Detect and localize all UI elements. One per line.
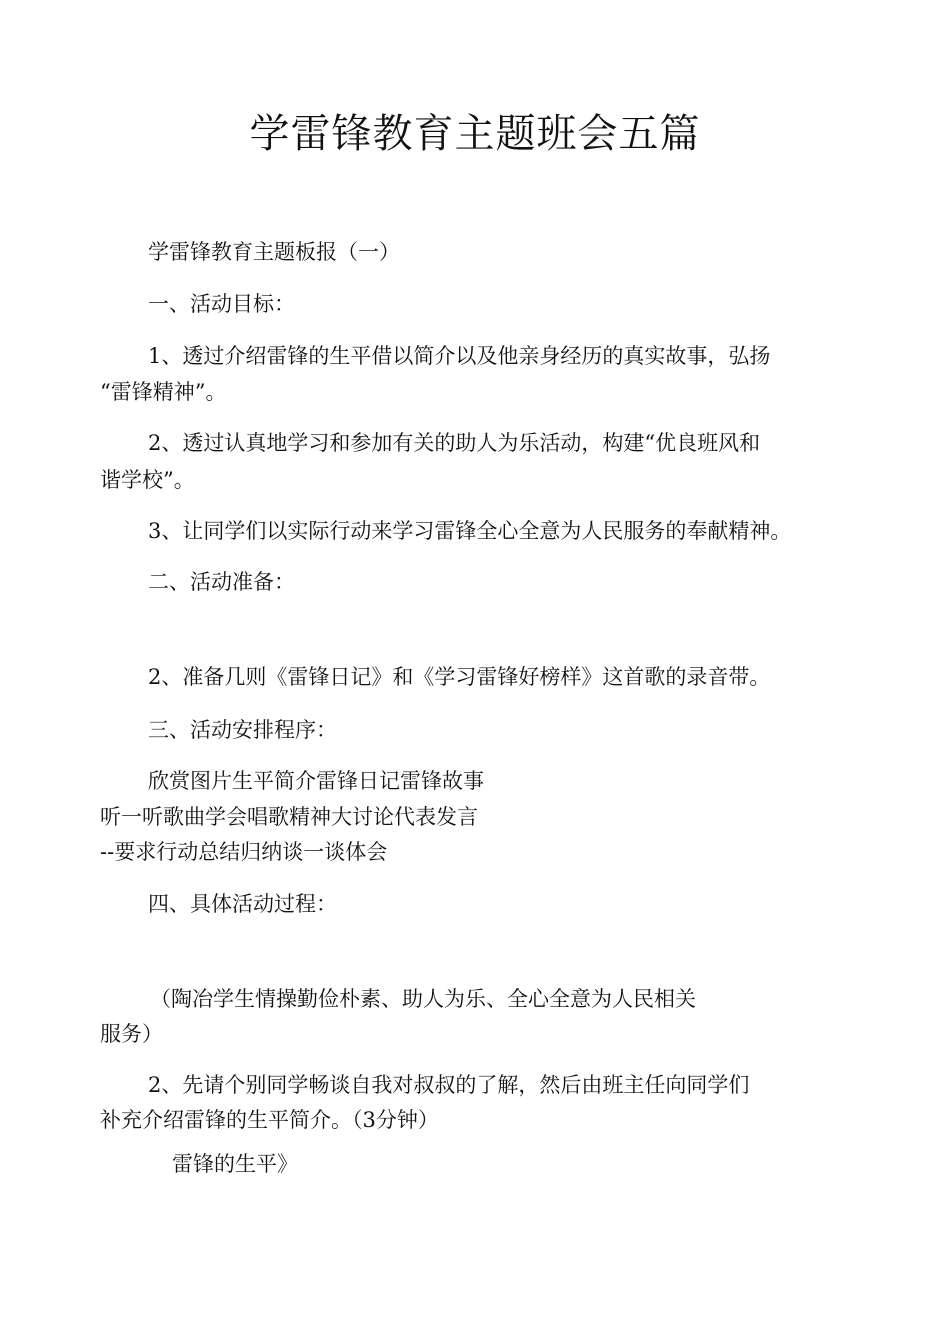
paragraph-line: 2、透过认真地学习和参加有关的助人为乐活动，构建“优良班风和	[148, 431, 761, 455]
section-heading: 二、活动准备：	[148, 570, 295, 594]
section-heading: 四、具体活动过程：	[148, 892, 337, 916]
paragraph-line: 欣赏图片生平简介雷锋日记雷锋故事	[148, 769, 484, 793]
section-heading: 一、活动目标：	[148, 292, 295, 316]
paragraph-line: 服务）	[100, 1022, 163, 1046]
paragraph-line: 2、准备几则《雷锋日记》和《学习雷锋好榜样》这首歌的录音带。	[148, 665, 771, 689]
paragraph-line: 补充介绍雷锋的生平简介。（3分钟）	[100, 1108, 439, 1132]
paragraph-line: “雷锋精神”。	[100, 380, 227, 404]
paragraph-line: 雷锋的生平》	[172, 1152, 298, 1176]
paragraph-line: 2、先请个别同学畅谈自我对叔叔的了解，然后由班主任向同学们	[148, 1073, 750, 1097]
paragraph-line: 谐学校”。	[100, 468, 195, 492]
paragraph-line: （陶冶学生情操勤俭朴素、助人为乐、全心全意为人民相关	[150, 987, 696, 1011]
section-heading: 学雷锋教育主题板报（一）	[148, 240, 400, 264]
page-title: 学雷锋教育主题班会五篇	[249, 111, 701, 157]
section-heading: 三、活动安排程序：	[148, 718, 337, 742]
paragraph-line: 听一听歌曲学会唱歌精神大讨论代表发言	[100, 805, 478, 829]
paragraph-line: 1、透过介绍雷锋的生平借以简介以及他亲身经历的真实故事，弘扬	[148, 344, 771, 368]
paragraph-line: 3、让同学们以实际行动来学习雷锋全心全意为人民服务的奉献精神。	[148, 519, 792, 543]
paragraph-line: --要求行动总结归纳谈一谈体会	[100, 840, 388, 864]
